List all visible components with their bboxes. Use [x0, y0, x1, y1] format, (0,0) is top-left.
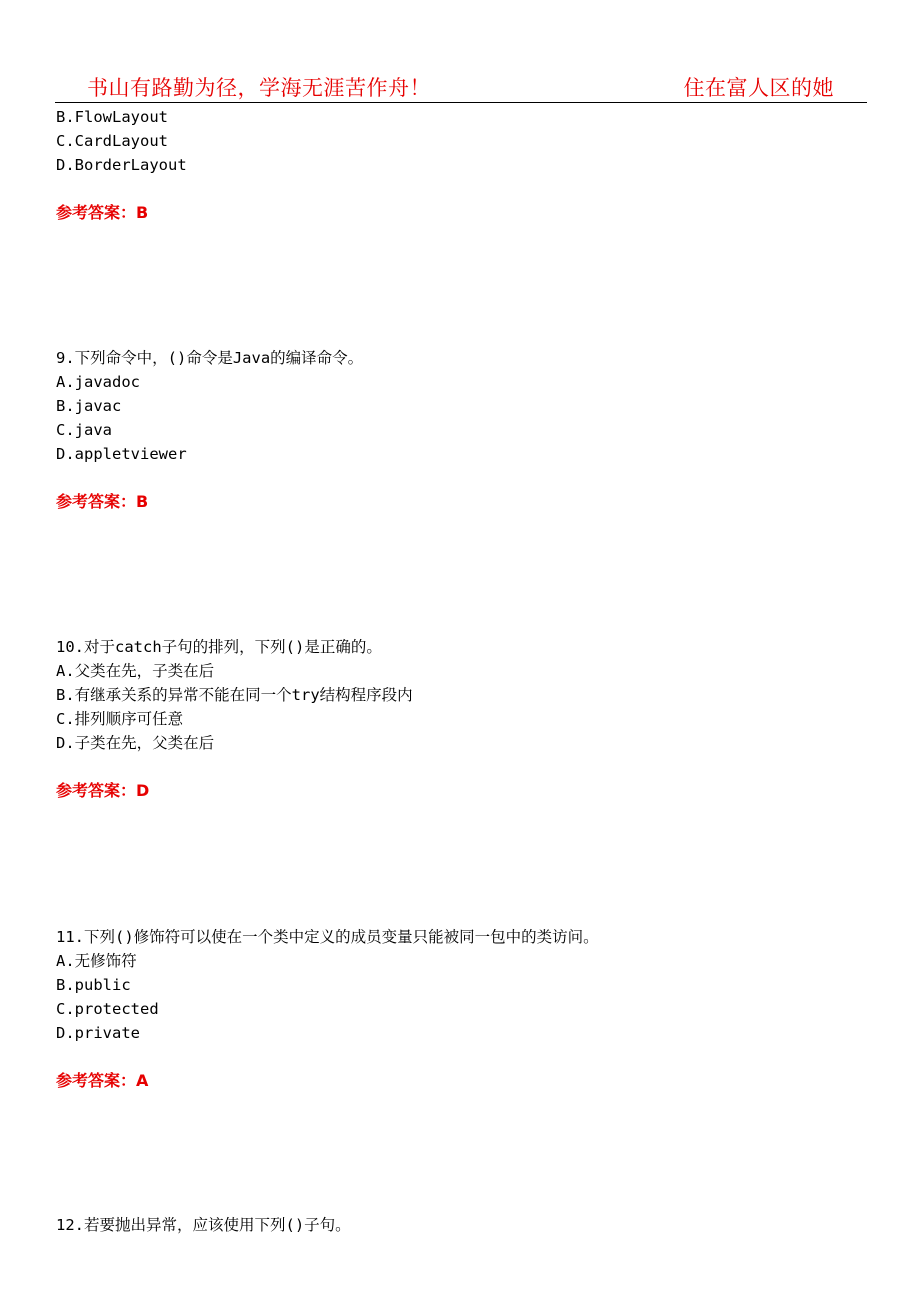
answer-label: 参考答案：B: [56, 203, 149, 222]
header-motto: 书山有路勤为径，学海无涯苦作舟！: [87, 76, 431, 100]
answer-label: 参考答案：A: [56, 1071, 149, 1090]
answer-label: 参考答案：B: [56, 492, 149, 511]
option-c: C.排列顺序可任意: [56, 710, 184, 728]
option-d: D.子类在先，父类在后: [56, 734, 215, 752]
question-stem: 10.对于catch子句的排列，下列()是正确的。: [56, 638, 382, 656]
option-a: A.父类在先，子类在后: [56, 662, 215, 680]
option-c: C.CardLayout: [56, 132, 168, 150]
option-b: B.有继承关系的异常不能在同一个try结构程序段内: [56, 686, 413, 704]
option-a: A.无修饰符: [56, 952, 137, 970]
header-author: 住在富人区的她: [683, 76, 834, 100]
option-a: A.javadoc: [56, 373, 140, 391]
option-d: D.private: [56, 1024, 140, 1042]
option-c: C.java: [56, 421, 112, 439]
option-d: D.BorderLayout: [56, 156, 187, 174]
option-b: B.public: [56, 976, 131, 994]
question-stem: 9.下列命令中，()命令是Java的编译命令。: [56, 349, 364, 367]
option-c: C.protected: [56, 1000, 159, 1018]
question-stem: 11.下列()修饰符可以使在一个类中定义的成员变量只能被同一包中的类访问。: [56, 928, 599, 946]
option-b: B.FlowLayout: [56, 108, 168, 126]
answer-label: 参考答案：D: [56, 781, 150, 800]
option-d: D.appletviewer: [56, 445, 187, 463]
question-stem: 12.若要抛出异常，应该使用下列()子句。: [56, 1216, 351, 1234]
option-b: B.javac: [56, 397, 122, 415]
page-header: [55, 70, 867, 103]
